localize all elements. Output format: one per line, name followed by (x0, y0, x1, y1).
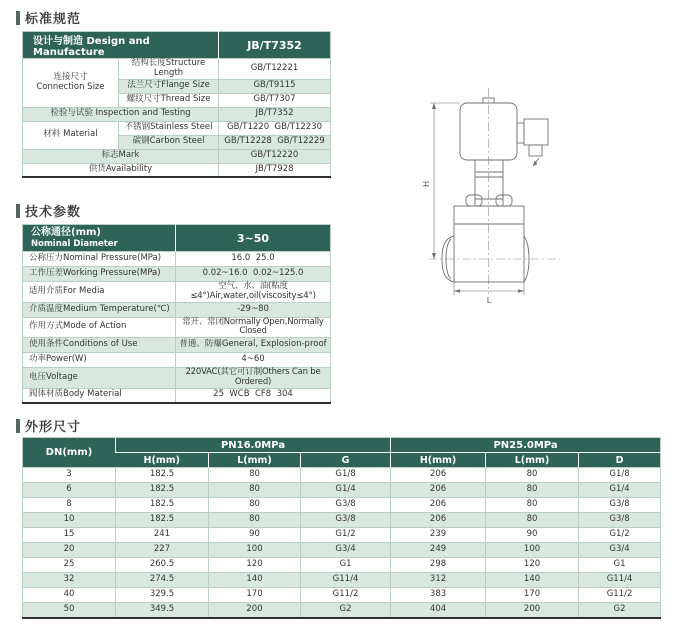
cell-label: 法兰尺寸Flange Size (119, 79, 219, 93)
cell: 25 (23, 558, 116, 573)
cell: 80 (486, 468, 579, 483)
cell: G1/8 (301, 468, 391, 483)
table-row (23, 121, 331, 135)
cell: 80 (486, 483, 579, 498)
cell-label: 公称压力Nominal Pressure(MPa) (23, 252, 176, 267)
cell-label: 供货Availability (23, 163, 219, 177)
table-row (23, 558, 661, 573)
connector-neck (517, 123, 524, 143)
cell: 312 (391, 573, 486, 588)
cell-value: GB/T7307 (219, 93, 331, 107)
cell: 206 (391, 468, 486, 483)
group-label-en: Connection Size (36, 81, 105, 92)
standards-table (22, 31, 331, 178)
cell: G2 (579, 603, 661, 618)
cell: 120 (486, 558, 579, 573)
table-row (23, 588, 661, 603)
cell: 249 (391, 543, 486, 558)
table-row (23, 388, 331, 403)
cell-value: 16.0 25.0 (176, 252, 331, 267)
table-row (23, 302, 331, 317)
cell: 170 (209, 588, 301, 603)
cell: G1 (579, 558, 661, 573)
cell: 206 (391, 498, 486, 513)
cell: G1/2 (301, 528, 391, 543)
cell: G11/2 (579, 588, 661, 603)
table-row (23, 267, 331, 282)
cell: 10 (23, 513, 116, 528)
cell-value: GB/T12220 (219, 149, 331, 163)
cell: 140 (486, 573, 579, 588)
tech-header-cn: 公称通径(mm) (31, 226, 101, 238)
cell-value: 常开、常闭Normally Open,Normally Closed (176, 317, 331, 338)
cell: 383 (391, 588, 486, 603)
cell: 8 (23, 498, 116, 513)
cell: 20 (23, 543, 116, 558)
cell-value: GB/T12221 (219, 59, 331, 80)
cell: 120 (209, 558, 301, 573)
cell: 182.5 (116, 483, 209, 498)
cell: 206 (391, 483, 486, 498)
cell-label: 检验与试验 Inspection and Testing (23, 107, 219, 121)
l-arrow-left-icon (454, 289, 460, 293)
cell: 206 (391, 513, 486, 528)
cell: G3/8 (579, 498, 661, 513)
standards-header-value: JB/T7352 (219, 32, 331, 59)
bonnet-bolt (466, 195, 482, 206)
cell: G3/4 (301, 543, 391, 558)
section-title-dimensions (16, 416, 81, 435)
cell-label: 螺纹尺寸Thread Size (119, 93, 219, 107)
cell: 329.5 (116, 588, 209, 603)
dims-subheader: L(mm) (209, 453, 301, 468)
cell: 404 (391, 603, 486, 618)
cell-value: -29~80 (176, 302, 331, 317)
section-bar-icon (16, 419, 20, 433)
cell: 80 (486, 498, 579, 513)
h-arrow-top-icon (432, 103, 436, 109)
cell: G3/8 (579, 513, 661, 528)
cell: 80 (209, 498, 301, 513)
cell-label: 阀体材质Body Material (23, 388, 176, 403)
dim-label-l: L (486, 296, 492, 305)
cell: G3/8 (301, 513, 391, 528)
section-title-tech (16, 201, 81, 220)
h-arrow-bottom-icon (432, 253, 436, 259)
cell: 182.5 (116, 513, 209, 528)
tech-header-value: 3~50 (176, 225, 331, 252)
cell-label: 作用方式Mode of Action (23, 317, 176, 338)
tech-header-en: Nominal Diameter (31, 238, 118, 249)
port-shading (446, 259, 451, 279)
cell: G1/4 (579, 483, 661, 498)
cell: G11/2 (301, 588, 391, 603)
cell: 349.5 (116, 603, 209, 618)
cell: 274.5 (116, 573, 209, 588)
cell-label: 使用条件Conditions of Use (23, 338, 176, 353)
cell-label: 碳钢Carbon Steel (119, 135, 219, 149)
l-arrow-right-icon (518, 289, 524, 293)
cell-value: 25 WCB CF8 304 (176, 388, 331, 403)
section-title-text: 标准规范 (25, 12, 82, 27)
cell-value: JB/T7928 (219, 163, 331, 177)
cell-value: 0.02~16.0 0.02~125.0 (176, 267, 331, 282)
cell: 80 (209, 468, 301, 483)
table-row (23, 513, 661, 528)
section-bar-icon (16, 11, 20, 25)
cell: 298 (391, 558, 486, 573)
table-row (23, 603, 661, 618)
cell-label: 工作压差Working Pressure(MPa) (23, 267, 176, 282)
cell: 100 (209, 543, 301, 558)
section-title-standards (16, 8, 81, 27)
cell-label: 介质温度Medium Temperature(℃) (23, 302, 176, 317)
section-title-text: 技术参数 (25, 205, 82, 220)
bonnet-bolt (496, 195, 512, 206)
table-row (23, 107, 331, 121)
dimensions-table (22, 437, 661, 619)
dims-subheader: D (579, 453, 661, 468)
section-bar-icon (16, 204, 20, 218)
cell-material-group: 材料 Material (23, 121, 119, 149)
cell: 200 (486, 603, 579, 618)
cell-connection-size-group (23, 59, 119, 108)
cell: 182.5 (116, 468, 209, 483)
cell: G3/8 (301, 498, 391, 513)
standards-header-row (23, 32, 331, 59)
cell-label: 适用介质For Media (23, 282, 176, 303)
table-row (23, 353, 331, 368)
table-row (23, 163, 331, 177)
cell: 32 (23, 573, 116, 588)
cell-label: 结构长度Structure Length (119, 59, 219, 80)
cell-value: 4~60 (176, 353, 331, 368)
table-row (23, 317, 331, 338)
cell-value: JB/T7352 (219, 107, 331, 121)
dims-header-dn: DN(mm) (23, 438, 116, 468)
cell: 90 (209, 528, 301, 543)
cell: G11/4 (301, 573, 391, 588)
cell-value: 普通、防爆General, Explosion-proof (176, 338, 331, 353)
cell-value: GB/T12228 GB/T12229 (219, 135, 331, 149)
tech-header-label (23, 225, 176, 252)
cell: 80 (209, 483, 301, 498)
dims-subheader: L(mm) (486, 453, 579, 468)
cell-value: 空气、水、油(粘度≤4°)Air,water,oil(viscosity≤4°) (176, 282, 331, 303)
cell-label: 不锈钢Stainless Steel (119, 121, 219, 135)
cell: 200 (209, 603, 301, 618)
cell: 80 (209, 513, 301, 528)
section-title-text: 外形尺寸 (25, 420, 82, 435)
valve-body (454, 206, 524, 282)
dim-label-h: H (422, 180, 431, 188)
table-row (23, 149, 331, 163)
cell-label: 标志Mark (23, 149, 219, 163)
dims-header-pn16: PN16.0MPa (116, 438, 391, 453)
cell: 6 (23, 483, 116, 498)
cell: 182.5 (116, 498, 209, 513)
group-label-cn: 连接尺寸 (53, 72, 88, 82)
cell: G3/4 (579, 543, 661, 558)
cell: 239 (391, 528, 486, 543)
table-row (23, 483, 661, 498)
table-row (23, 573, 661, 588)
cell: G11/4 (579, 573, 661, 588)
cell: 227 (116, 543, 209, 558)
cell: 3 (23, 468, 116, 483)
cell: G1 (301, 558, 391, 573)
table-row (23, 59, 331, 80)
valve-outline-drawing (418, 80, 593, 330)
cell-value: 220VAC(其它可订制Others Can be Ordered) (176, 368, 331, 389)
table-row (23, 543, 661, 558)
cell: 100 (486, 543, 579, 558)
cell: G1/4 (301, 483, 391, 498)
cell-label: 功率Power(W) (23, 353, 176, 368)
cell: 260.5 (116, 558, 209, 573)
tech-header-row (23, 225, 331, 252)
standards-header-label: 设计与制造 Design and Manufacture (23, 32, 219, 59)
port-shading (446, 239, 451, 259)
cell: 140 (209, 573, 301, 588)
cell: G2 (301, 603, 391, 618)
table-row (23, 368, 331, 389)
cell: 50 (23, 603, 116, 618)
cell: 170 (486, 588, 579, 603)
cell: 40 (23, 588, 116, 603)
tech-parameters-table (22, 224, 331, 404)
cell: 80 (486, 513, 579, 528)
table-row (23, 252, 331, 267)
cell: 241 (116, 528, 209, 543)
cell: 90 (486, 528, 579, 543)
table-row (23, 498, 661, 513)
table-row (23, 468, 661, 483)
cell-value: GB/T9115 (219, 79, 331, 93)
table-row (23, 282, 331, 303)
connector-box (524, 119, 548, 145)
table-row (23, 528, 661, 543)
dims-subheader: G (301, 453, 391, 468)
cell: G1/2 (579, 528, 661, 543)
dims-subheader: H(mm) (391, 453, 486, 468)
dims-header-row-groups (23, 438, 661, 453)
dims-header-pn25: PN25.0MPa (391, 438, 661, 453)
cell-label: 电压Voltage (23, 368, 176, 389)
cell: 15 (23, 528, 116, 543)
dims-header-row-sub (23, 453, 661, 468)
cell: G1/8 (579, 468, 661, 483)
connector-gland (529, 145, 542, 156)
dims-subheader: H(mm) (116, 453, 209, 468)
table-row (23, 338, 331, 353)
cell-value: GB/T1220 GB/T12230 (219, 121, 331, 135)
